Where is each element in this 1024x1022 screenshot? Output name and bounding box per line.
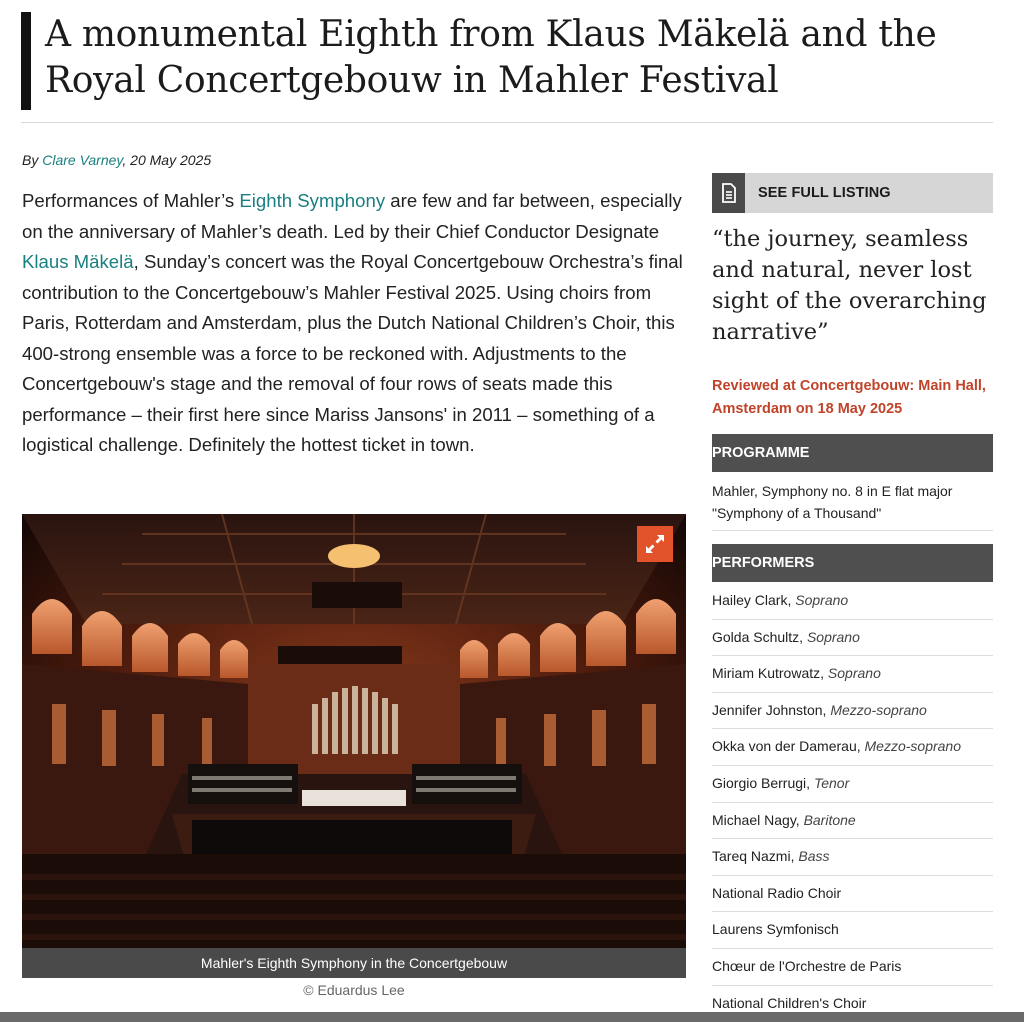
performer-name: Hailey Clark — [712, 592, 788, 608]
performer-name: Miriam Kutrowatz — [712, 665, 821, 682]
performer-name: Okka von der Damerau — [712, 738, 857, 755]
eighth-symphony-link[interactable]: Eighth Symphony — [239, 190, 386, 211]
photo-credit: © Eduardus Lee — [303, 982, 405, 998]
concert-hall-photo[interactable] — [22, 514, 686, 948]
performer-item — [712, 839, 993, 876]
lead-text-3: , Sunday’s concert was the Royal Concertgebouw Orchestra’s final contribution to the Concertgebouw’s Mahler Festival 2025. Using choirs from Paris, Rotterdam and Amsterdam, plus the Dutch National Children’s Choir, this 400-strong ensemble was a force to be reckoned with. Adjustments to the Concertgebouw's stage and the removal of four rows of seats made this performance – their first here since Mariss Jansons' in 2011 – something of a logistical challenge. Definitely the hottest ticket in town. — [22, 251, 683, 455]
expand-arrows-icon — [643, 532, 667, 556]
expand-button[interactable] — [637, 526, 673, 562]
programme-heading: PROGRAMME — [712, 434, 993, 472]
performer-name: Michael Nagy — [712, 811, 796, 828]
lead-text-1: Performances of Mahler’s — [22, 190, 240, 211]
performer-name: National Children's Choir — [712, 994, 867, 1011]
performer-name: Jennifer Johnston — [712, 701, 823, 718]
lead-text-2: are few and far between, especially on the anniversary of Mahler’s death. Led by their Chief Conductor Designate — [22, 190, 682, 242]
byline — [22, 152, 211, 168]
performer-item — [712, 583, 993, 620]
performer-name: National Radio Choir — [712, 884, 842, 901]
author-link[interactable]: Clare Varney — [42, 152, 123, 168]
performer-item — [712, 656, 993, 693]
concert-hall-illustration — [22, 514, 686, 948]
performers-list — [712, 583, 993, 1022]
performer-item — [712, 803, 993, 840]
pull-quote: “the journey, seamless and natural, never lost sight of the overarching narrative” — [712, 226, 987, 345]
performer-role: Soprano — [806, 628, 860, 645]
headline-block — [21, 10, 993, 123]
performer-role: Bass — [798, 848, 830, 865]
programme-subtitle: "Symphony of a Thousand" — [712, 505, 882, 521]
performer-item — [712, 693, 993, 730]
performer-item — [712, 729, 993, 766]
programme-work: Mahler, Symphony no. 8 in E flat major — [712, 483, 953, 499]
performer-item — [712, 912, 993, 949]
listing-icon-box — [712, 173, 745, 213]
performer-item — [712, 620, 993, 657]
performer-item — [712, 876, 993, 913]
window-bottom-edge — [0, 1012, 1024, 1022]
performer-role: Mezzo-soprano — [830, 701, 927, 718]
performer-name: Golda Schultz — [712, 628, 800, 645]
see-full-listing-button[interactable] — [712, 173, 993, 213]
byline-date: , 20 May 2025 — [122, 152, 212, 168]
performer-name: Giorgio Berrugi — [712, 774, 807, 791]
lead-paragraph — [22, 186, 687, 461]
performer-name: Tareq Nazmi — [712, 848, 791, 865]
performer-role: Baritone — [803, 811, 856, 828]
headline-accent-bar — [21, 12, 31, 110]
performer-sep: , — [790, 848, 799, 865]
programme-details — [712, 480, 993, 531]
performer-item — [712, 766, 993, 803]
performer-role: Mezzo-soprano — [864, 738, 962, 755]
performer-name: Laurens Symfonisch — [712, 921, 839, 938]
performer-name: Chœur de l'Orchestre de Paris — [712, 957, 902, 974]
performer-sep: , — [799, 628, 807, 645]
performer-role: Soprano — [795, 592, 849, 608]
klaus-makela-link[interactable]: Klaus Mäkelä — [22, 251, 134, 272]
performers-heading: PERFORMERS — [712, 544, 993, 582]
performer-sep: , — [806, 774, 814, 791]
document-icon — [721, 183, 737, 203]
performer-sep: , — [822, 701, 831, 718]
review-venue-info: Reviewed at Concertgebouw: Main Hall, Amsterdam on 18 May 2025 — [712, 378, 986, 417]
performer-role: Tenor — [813, 774, 850, 791]
byline-prefix: By — [22, 152, 43, 168]
see-full-listing-label: SEE FULL LISTING — [758, 185, 891, 201]
performer-sep: , — [795, 811, 804, 828]
performer-item — [712, 949, 993, 986]
performer-role: Soprano — [827, 665, 881, 682]
photo-caption: Mahler's Eighth Symphony in the Concertgebouw — [22, 948, 686, 978]
article-title: A monumental Eighth from Klaus Mäkelä and the Royal Concertgebouw in Mahler Festival — [45, 14, 937, 101]
performer-sep: , — [820, 665, 828, 682]
performer-sep: , — [856, 738, 865, 755]
performer-sep: , — [787, 592, 796, 608]
